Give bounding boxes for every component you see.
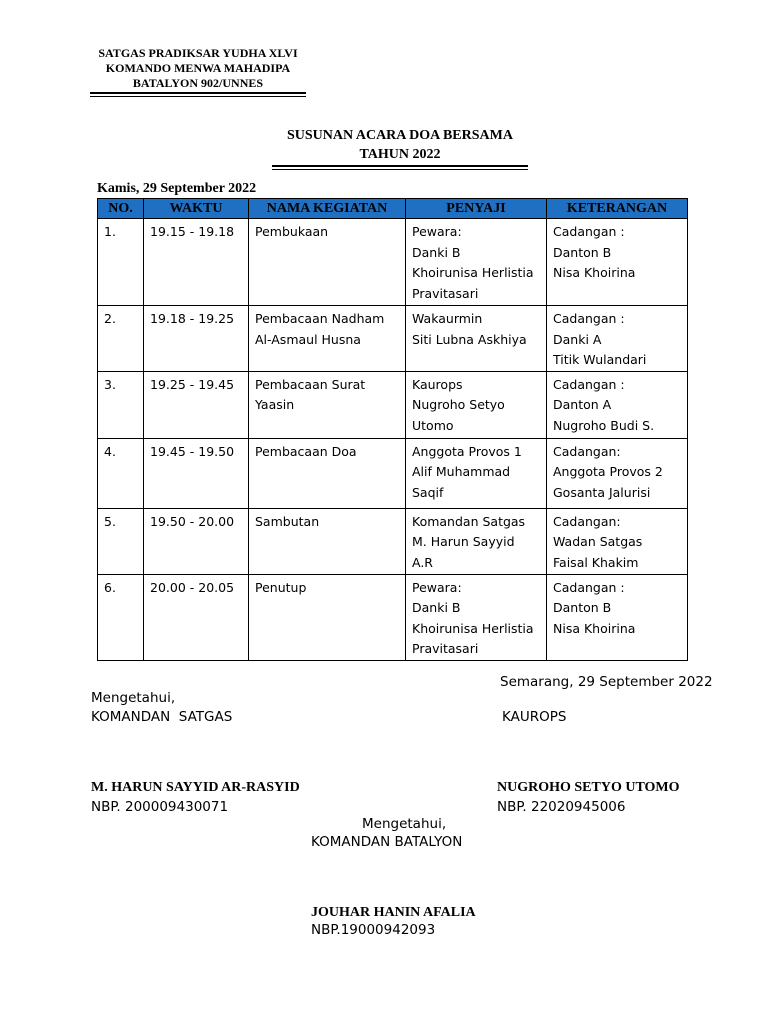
table-row bbox=[98, 371, 688, 438]
cell-nama-kegiatan bbox=[249, 438, 406, 508]
document-title: SUSUNAN ACARA DOA BERSAMA bbox=[287, 128, 513, 143]
cell-keterangan bbox=[547, 306, 688, 372]
cell-no: 1. bbox=[98, 219, 144, 306]
cell-nama-kegiatan-line: Sambutan bbox=[255, 513, 320, 529]
cell-keterangan bbox=[547, 508, 688, 574]
cell-penyaji-line: Khoirunisa Herlistia bbox=[412, 620, 534, 636]
schedule-table-body bbox=[98, 219, 688, 661]
cell-penyaji-line: Wakaurmin bbox=[412, 311, 483, 326]
cell-no: 5. bbox=[98, 508, 144, 574]
cell-penyaji-line: Pewara: bbox=[412, 224, 462, 239]
schedule-table bbox=[97, 198, 688, 661]
cell-keterangan-line: Danton A bbox=[553, 397, 612, 413]
cell-penyaji-line: A.R bbox=[412, 554, 433, 570]
cell-keterangan bbox=[547, 438, 688, 508]
cell-nama-kegiatan-line: Penutup bbox=[255, 579, 307, 595]
cell-nama-kegiatan bbox=[249, 508, 406, 574]
cell-keterangan-line: Cadangan : bbox=[553, 311, 625, 326]
cell-penyaji bbox=[406, 574, 547, 660]
header-no: NO. bbox=[98, 199, 144, 219]
cell-penyaji-line: Khoirunisa Herlistia bbox=[412, 265, 534, 281]
cell-no: 3. bbox=[98, 371, 144, 438]
cell-penyaji bbox=[406, 219, 547, 306]
place-date: Semarang, 29 September 2022 bbox=[500, 674, 713, 690]
letterhead-line-2: KOMANDO MENWA MAHADIPA bbox=[105, 61, 291, 75]
cell-keterangan-line: Titik Wulandari bbox=[553, 352, 647, 368]
cell-penyaji-line: Komandan Satgas bbox=[412, 513, 526, 529]
cell-nama-kegiatan bbox=[249, 219, 406, 306]
table-row bbox=[98, 219, 688, 306]
table-row bbox=[98, 306, 688, 372]
bottom-signatory-nbp: NBP.19000942093 bbox=[311, 922, 436, 938]
cell-keterangan-line: Nisa Khoirina bbox=[553, 620, 636, 636]
cell-waktu: 20.00 - 20.05 bbox=[144, 574, 249, 660]
cell-penyaji-line: Siti Lubna Askhiya bbox=[412, 331, 527, 347]
cell-nama-kegiatan-line: Pembacaan Doa bbox=[255, 443, 357, 459]
letterhead-line-1: SATGAS PRADIKSAR YUDHA XLVI bbox=[98, 46, 298, 60]
cell-penyaji bbox=[406, 438, 547, 508]
cell-penyaji-line: Pravitasari bbox=[412, 641, 479, 657]
cell-keterangan-line: Anggota Provos 2 bbox=[553, 464, 663, 480]
cell-nama-kegiatan bbox=[249, 371, 406, 438]
cell-nama-kegiatan-line: Yaasin bbox=[255, 397, 295, 413]
cell-nama-kegiatan-line: Al-Asmaul Husna bbox=[255, 331, 361, 347]
left-acknowledge: Mengetahui, bbox=[91, 690, 176, 706]
cell-penyaji-line: Saqif bbox=[412, 484, 444, 500]
cell-penyaji-line: Danki B bbox=[412, 244, 461, 260]
cell-waktu: 19.15 - 19.18 bbox=[144, 219, 249, 306]
cell-no: 6. bbox=[98, 574, 144, 660]
bottom-role: KOMANDAN BATALYON bbox=[311, 834, 463, 850]
bottom-acknowledge: Mengetahui, bbox=[362, 816, 447, 832]
letterhead-rule bbox=[90, 92, 306, 94]
cell-keterangan-line: Cadangan: bbox=[553, 443, 621, 459]
cell-waktu: 19.25 - 19.45 bbox=[144, 371, 249, 438]
cell-nama-kegiatan bbox=[249, 574, 406, 660]
cell-penyaji bbox=[406, 508, 547, 574]
cell-keterangan-line: Nisa Khoirina bbox=[553, 265, 636, 281]
cell-penyaji-line: Pewara: bbox=[412, 579, 462, 595]
cell-keterangan-line: Faisal Khakim bbox=[553, 554, 639, 570]
title-rule bbox=[272, 165, 528, 167]
document-subtitle: TAHUN 2022 bbox=[359, 147, 441, 162]
event-date: Kamis, 29 September 2022 bbox=[97, 181, 257, 196]
cell-keterangan bbox=[547, 574, 688, 660]
cell-penyaji bbox=[406, 306, 547, 372]
title-rule-thin bbox=[272, 169, 528, 170]
cell-keterangan-line: Cadangan : bbox=[553, 579, 625, 595]
right-role: KAUROPS bbox=[502, 709, 567, 725]
cell-waktu: 19.45 - 19.50 bbox=[144, 438, 249, 508]
cell-nama-kegiatan bbox=[249, 306, 406, 372]
cell-nama-kegiatan-line: Pembukaan bbox=[255, 224, 329, 239]
letterhead-rule-thin bbox=[90, 96, 306, 97]
table-header-row bbox=[98, 199, 688, 219]
right-signatory-name: NUGROHO SETYO UTOMO bbox=[497, 780, 680, 795]
cell-waktu: 19.50 - 20.00 bbox=[144, 508, 249, 574]
cell-keterangan bbox=[547, 371, 688, 438]
header-keterangan: KETERANGAN bbox=[547, 199, 688, 219]
cell-keterangan bbox=[547, 219, 688, 306]
cell-no: 4. bbox=[98, 438, 144, 508]
table-row bbox=[98, 508, 688, 574]
header-waktu: WAKTU bbox=[144, 199, 249, 219]
cell-keterangan-line: Gosanta Jalurisi bbox=[553, 484, 651, 500]
header-penyaji: PENYAJI bbox=[406, 199, 547, 219]
cell-keterangan-line: Danki A bbox=[553, 331, 602, 347]
cell-penyaji-line: Utomo bbox=[412, 417, 454, 433]
cell-keterangan-line: Nugroho Budi S. bbox=[553, 417, 655, 433]
cell-no: 2. bbox=[98, 306, 144, 372]
cell-keterangan-line: Wadan Satgas bbox=[553, 534, 643, 550]
cell-penyaji-line: Kaurops bbox=[412, 376, 463, 392]
cell-penyaji-line: Pravitasari bbox=[412, 285, 479, 301]
left-signatory-nbp: NBP. 200009430071 bbox=[91, 799, 229, 815]
table-row bbox=[98, 574, 688, 660]
cell-penyaji-line: Danki B bbox=[412, 600, 461, 616]
letterhead-line-3: BATALYON 902/UNNES bbox=[132, 76, 264, 90]
cell-penyaji-line: Anggota Provos 1 bbox=[412, 443, 522, 459]
cell-penyaji-line: Alif Muhammad bbox=[412, 464, 511, 480]
header-nama-kegiatan: NAMA KEGIATAN bbox=[249, 199, 406, 219]
cell-keterangan-line: Cadangan : bbox=[553, 376, 625, 392]
left-signatory-name: M. HARUN SAYYID AR-RASYID bbox=[91, 780, 300, 795]
cell-keterangan-line: Danton B bbox=[553, 244, 612, 260]
cell-keterangan-line: Cadangan : bbox=[553, 224, 625, 239]
cell-penyaji bbox=[406, 371, 547, 438]
right-signatory-nbp: NBP. 22020945006 bbox=[497, 799, 626, 815]
bottom-signatory-name: JOUHAR HANIN AFALIA bbox=[311, 905, 476, 920]
cell-keterangan-line: Danton B bbox=[553, 600, 612, 616]
cell-keterangan-line: Cadangan: bbox=[553, 513, 621, 529]
cell-penyaji-line: M. Harun Sayyid bbox=[412, 534, 515, 550]
cell-waktu: 19.18 - 19.25 bbox=[144, 306, 249, 372]
left-role: KOMANDAN SATGAS bbox=[91, 709, 233, 725]
cell-penyaji-line: Nugroho Setyo bbox=[412, 397, 505, 413]
cell-nama-kegiatan-line: Pembacaan Surat bbox=[255, 376, 366, 392]
cell-nama-kegiatan-line: Pembacaan Nadham bbox=[255, 311, 385, 326]
table-row bbox=[98, 438, 688, 508]
